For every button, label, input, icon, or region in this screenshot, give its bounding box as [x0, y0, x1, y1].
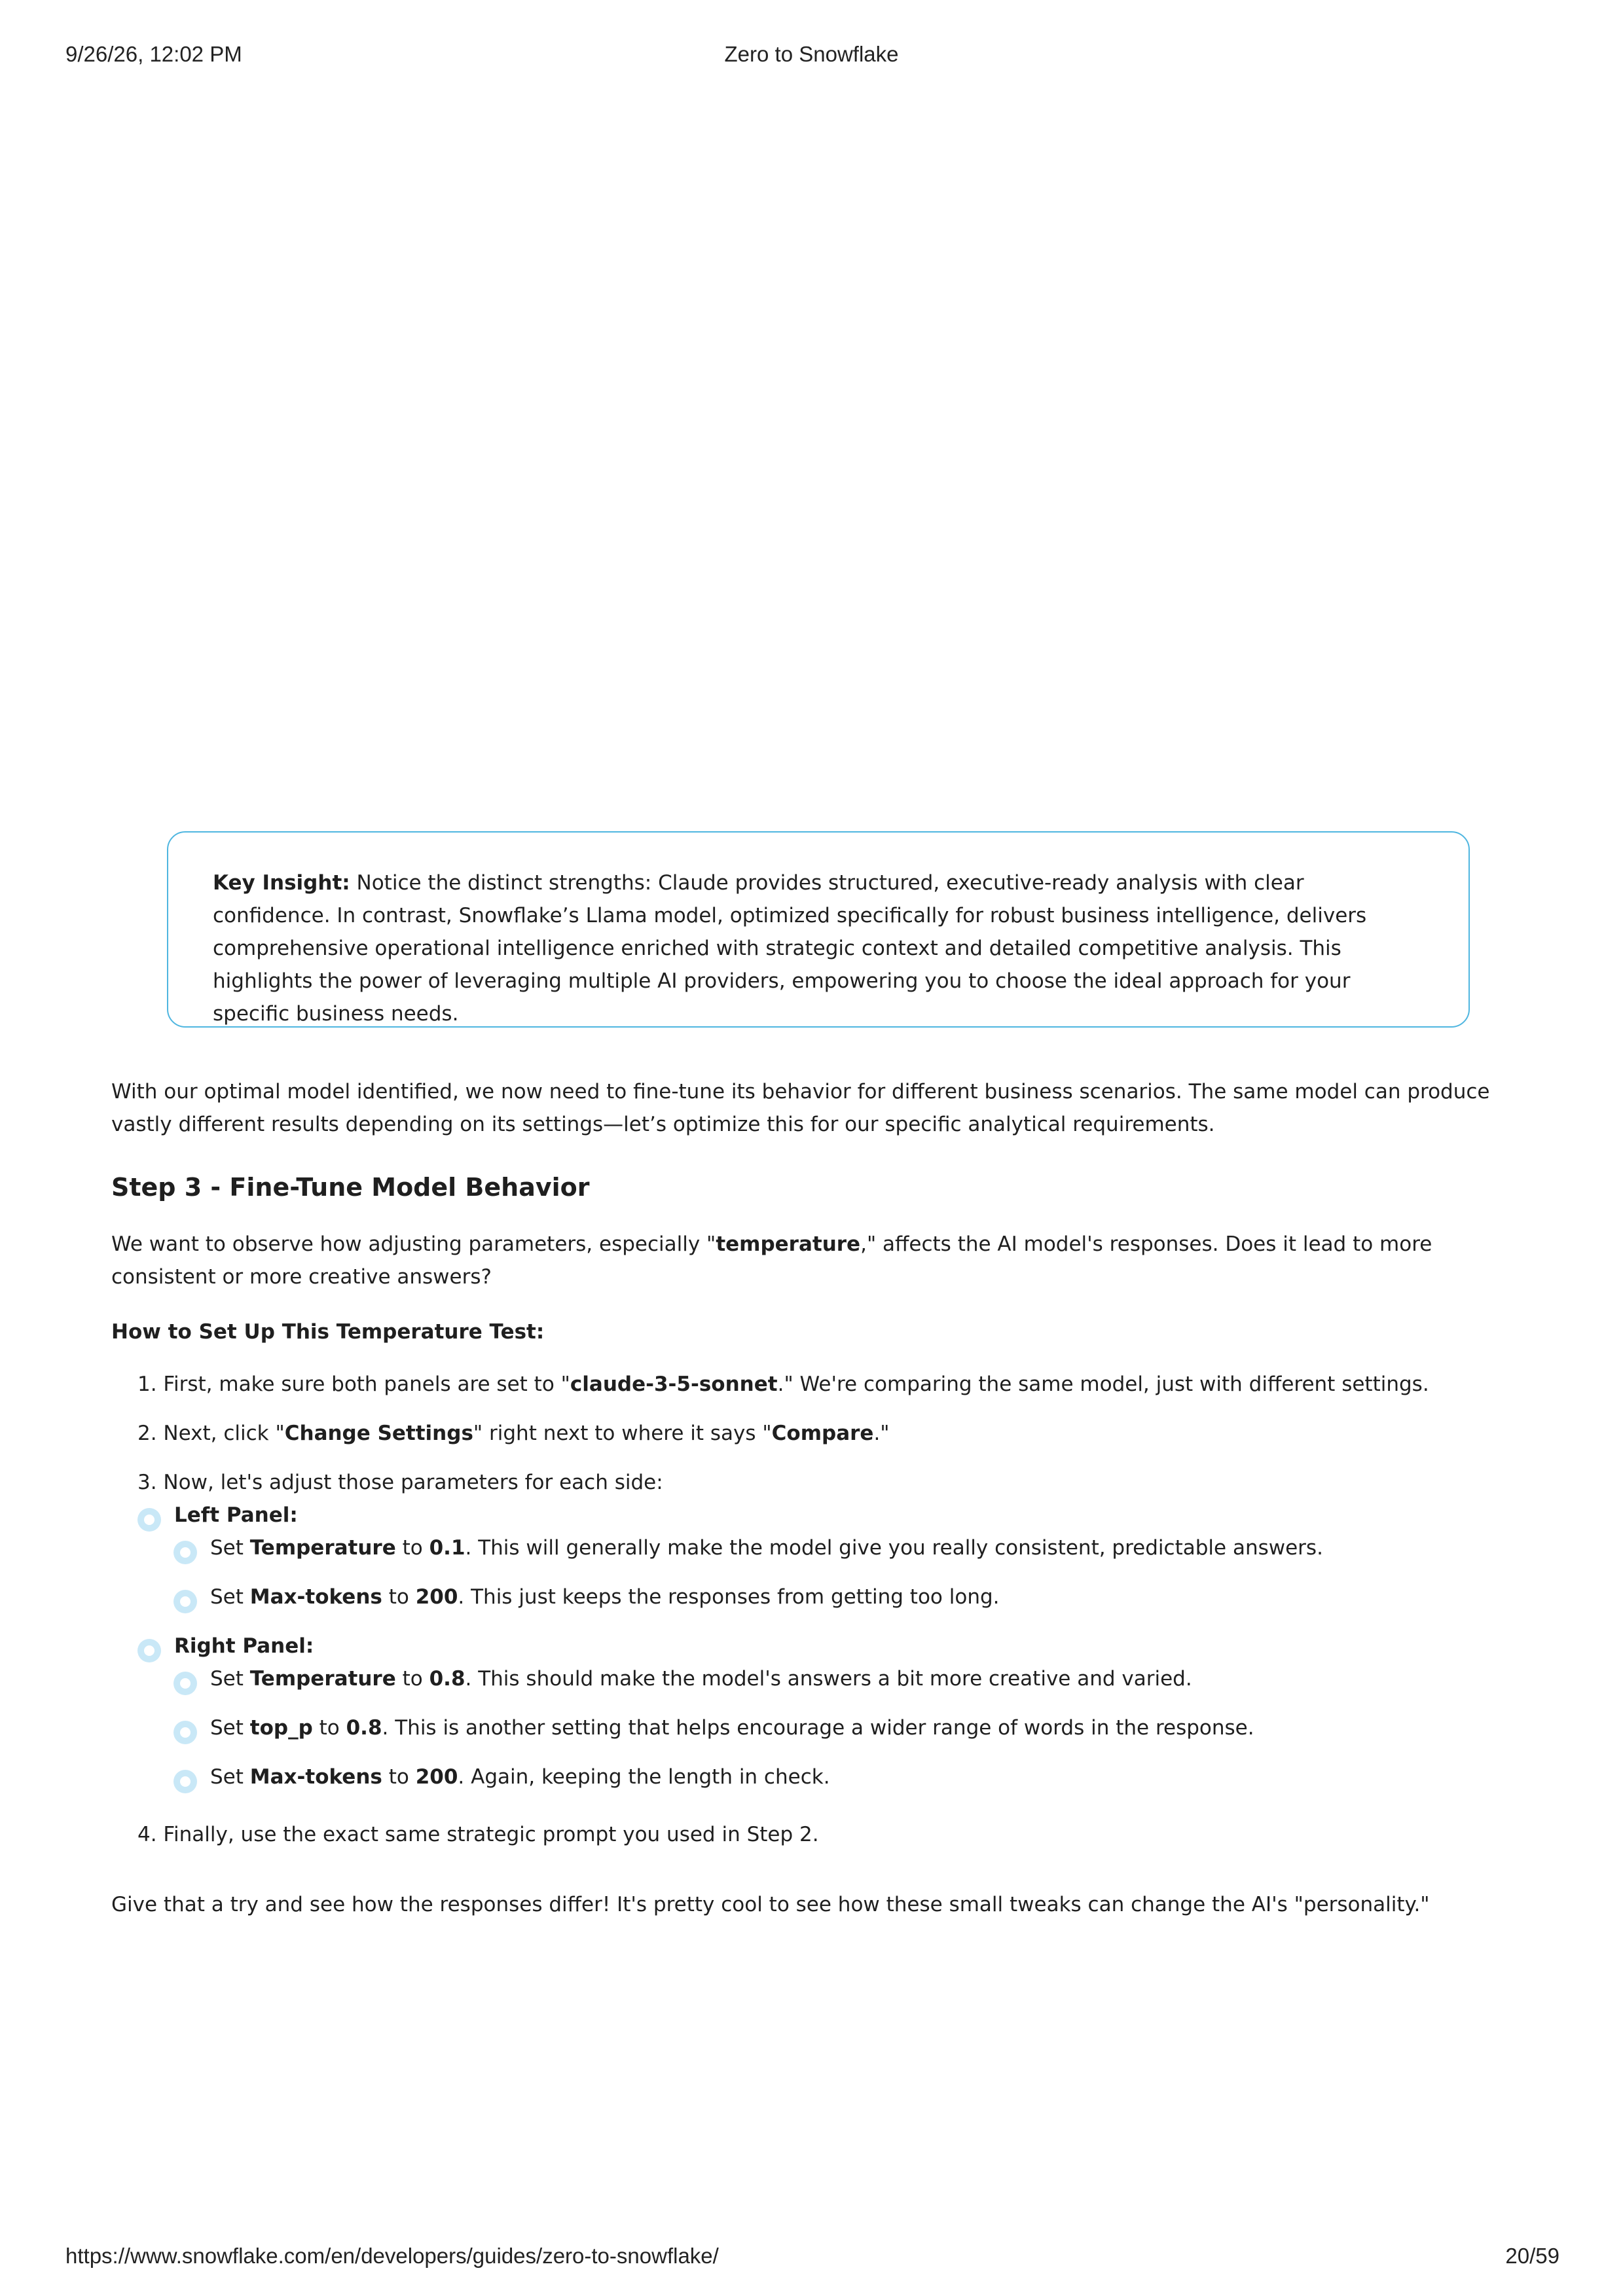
left-panel-label: Left Panel: — [174, 1503, 298, 1527]
bullet-icon — [173, 1770, 197, 1793]
closing-paragraph: Give that a try and see how the responses differ! It's pretty cool to see how these small tweaks can change the AI's "personality." — [111, 1893, 1430, 1916]
bullet-icon — [137, 1639, 161, 1662]
step3-heading: Step 3 - Fine-Tune Model Behavior — [111, 1173, 590, 1202]
howto-heading: How to Set Up This Temperature Test: — [111, 1320, 545, 1344]
list-item-1: 1. First, make sure both panels are set to "claude-3-5-sonnet." We're comparing the same model, just with different settings. — [137, 1372, 1429, 1396]
right-panel-temperature: Set Temperature to 0.8. This should make the model's answers a bit more creative and varied. — [210, 1667, 1192, 1691]
right-panel-label: Right Panel: — [174, 1634, 314, 1658]
print-date: 9/26/26, 12:02 PM — [65, 42, 242, 66]
list-item-4: 4. Finally, use the exact same strategic prompt you used in Step 2. — [137, 1823, 819, 1846]
list-item-3: 3. Now, let's adjust those parameters for each side: — [137, 1471, 663, 1494]
right-panel-top-p: Set top_p to 0.8. This is another setting that helps encourage a wider range of words in the response. — [210, 1716, 1254, 1740]
bullet-icon — [173, 1590, 197, 1613]
key-insight-callout — [167, 831, 1470, 1028]
callout-text: Notice the distinct strengths: Claude provides structured, executive-ready analysis with clear confidence. In contrast, Snowflake’s Llama model, optimized specifically for robust business intelligence, delivers comprehensive operational intelligence enriched with strategic context and detailed competitive analysis. This highlights the power of leveraging multiple AI providers, empowering you to choose the ideal approach for your specific business needs. — [213, 871, 1367, 1026]
bullet-icon — [173, 1721, 197, 1744]
list-item-2: 2. Next, click "Change Settings" right next to where it says "Compare." — [137, 1422, 890, 1445]
intro-paragraph: With our optimal model identified, we now need to fine-tune its behavior for different business scenarios. The same model can produce vastly different results depending on its settings—let’s optimize this for our specific analytical requirements. — [111, 1080, 1490, 1136]
callout-label: Key Insight: — [213, 871, 350, 895]
right-panel-max-tokens: Set Max-tokens to 200. Again, keeping the length in check. — [210, 1765, 830, 1789]
left-panel-temperature: Set Temperature to 0.1. This will generally make the model give you really consistent, predictable answers. — [210, 1536, 1323, 1560]
page-title: Zero to Snowflake — [724, 42, 899, 66]
footer-url: https://www.snowflake.com/en/developers/guides/zero-to-snowflake/ — [65, 2244, 719, 2268]
left-panel-max-tokens: Set Max-tokens to 200. This just keeps the responses from getting too long. — [210, 1585, 1000, 1609]
page-number: 20/59 — [1505, 2244, 1559, 2268]
bullet-icon — [137, 1508, 161, 1532]
step3-paragraph: We want to observe how adjusting parameters, especially "temperature," affects the AI model's responses. Does it lead to more consistent or more creative answers? — [111, 1232, 1432, 1289]
bullet-icon — [173, 1541, 197, 1564]
temperature-term: temperature — [716, 1232, 861, 1256]
bullet-icon — [173, 1672, 197, 1695]
